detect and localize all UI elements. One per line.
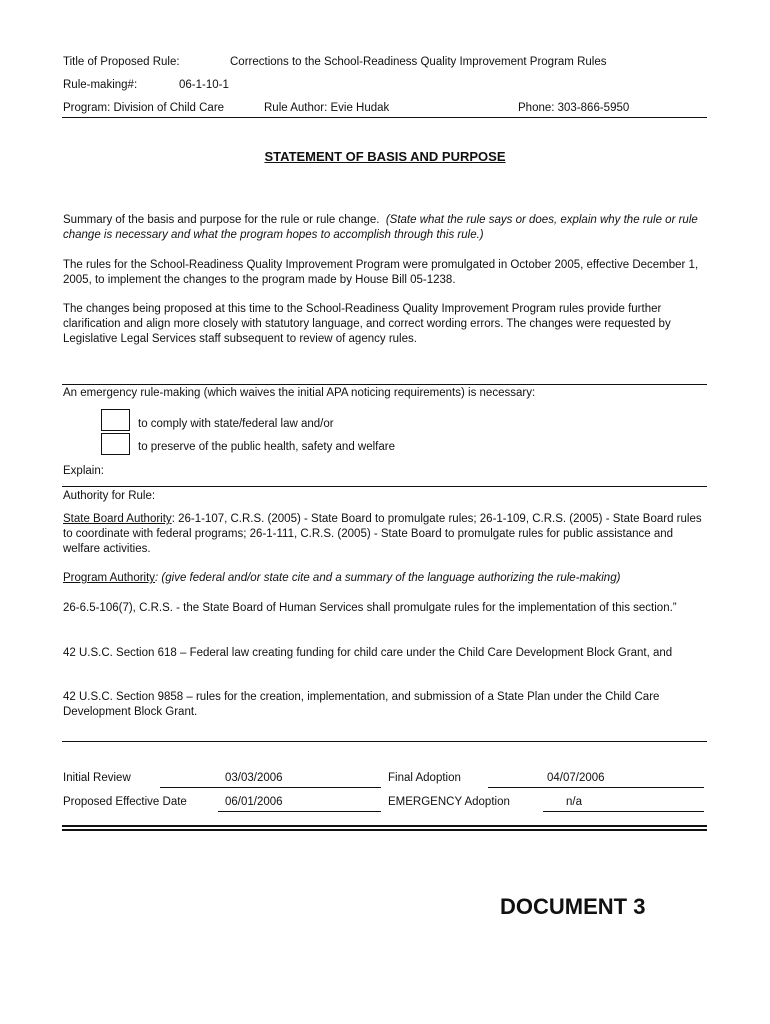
- program-authority-label: Program Authority: [63, 572, 156, 584]
- summary-hint: (State what the rule says or does, explain why the rule or rule change is necessary and what the program hopes to accomplish through this rule.): [63, 214, 698, 241]
- page-title: STATEMENT OF BASIS AND PURPOSE: [264, 149, 506, 164]
- state-board-paragraph: [63, 512, 708, 557]
- title-label: Title of Proposed Rule:: [63, 56, 180, 68]
- program-field: Program: Division of Child Care: [63, 102, 225, 114]
- proposed-effective-line: [218, 811, 381, 812]
- initial-review-value: 03/03/2006: [225, 772, 283, 784]
- initial-review-label: Initial Review: [63, 772, 131, 784]
- emergency-intro: An emergency rule-making (which waives the initial APA noticing requirements) is necessary:: [63, 387, 536, 399]
- citation-1: 26-6.5-106(7), C.R.S. - the State Board of Human Services shall promulgate rules for the implementation of this section.”: [63, 602, 677, 614]
- dates-divider: [62, 741, 707, 742]
- comply-law-checkbox[interactable]: [101, 409, 130, 431]
- public-health-checkbox[interactable]: [101, 433, 130, 455]
- rule-making-label: Rule-making#:: [63, 79, 138, 91]
- program-authority-hint: : (give federal and/or state cite and a summary of the language authorizing the rule-making): [155, 572, 621, 584]
- summary-paragraph: [63, 213, 708, 243]
- comply-law-label: to comply with state/federal law and/or: [138, 418, 334, 430]
- emergency-adoption-line: [543, 811, 704, 812]
- final-adoption-label: Final Adoption: [388, 772, 461, 784]
- citation-3: 42 U.S.C. Section 9858 – rules for the creation, implementation, and submission of a State Plan under the Child Care Development Block Grant.: [63, 691, 660, 718]
- citation-2: 42 U.S.C. Section 618 – Federal law creating funding for child care under the Child Care Development Block Grant, and: [63, 647, 673, 659]
- emergency-adoption-value: n/a: [566, 796, 582, 808]
- explain-label: Explain:: [63, 465, 104, 477]
- closing-rule-bottom: [62, 829, 707, 831]
- authority-divider: [62, 486, 707, 487]
- public-health-label: to preserve of the public health, safety and welfare: [138, 441, 395, 453]
- emergency-divider: [62, 384, 707, 385]
- phone-field: Phone: 303-866-5950: [518, 102, 630, 114]
- title-value: Corrections to the School-Readiness Quality Improvement Program Rules: [230, 56, 607, 68]
- rule-making-value: 06-1-10-1: [179, 79, 229, 91]
- proposed-effective-label: Proposed Effective Date: [63, 796, 187, 808]
- basis-paragraph-2: The changes being proposed at this time to the School-Readiness Quality Improvement Program rules provide further clarification and align more closely with statutory language, and correct wording errors. The changes were requested by Legislative Legal Services staff subsequent to review of agency rules.: [63, 303, 671, 345]
- state-board-text: : 26-1-107, C.R.S. (2005) - State Board to promulgate rules; 26-1-109, C.R.S. (2005) - State Board rules to coordinate with federal programs; 26-1-111, C.R.S. (2005) - State Board to promulgate rules for public assistance and welfare activities.: [63, 513, 702, 555]
- state-board-label: State Board Authority: [63, 513, 172, 525]
- document-number: DOCUMENT 3: [500, 894, 646, 919]
- basis-paragraph-1: The rules for the School-Readiness Quality Improvement Program were promulgated in October 2005, effective December 1, 2005, to implement the changes to the program made by House Bill 05-1238.: [63, 259, 699, 286]
- summary-label: Summary of the basis and purpose for the rule or rule change.: [63, 214, 380, 226]
- final-adoption-line: [488, 787, 704, 788]
- program-authority-paragraph: [63, 571, 708, 586]
- emergency-adoption-label: EMERGENCY Adoption: [388, 796, 510, 808]
- initial-review-line: [160, 787, 381, 788]
- authority-label: Authority for Rule:: [63, 490, 156, 502]
- final-adoption-value: 04/07/2006: [547, 772, 605, 784]
- proposed-effective-value: 06/01/2006: [225, 796, 283, 808]
- rule-author-field: Rule Author: Evie Hudak: [264, 102, 390, 114]
- header-divider: [62, 117, 707, 118]
- closing-rule-top: [62, 825, 707, 827]
